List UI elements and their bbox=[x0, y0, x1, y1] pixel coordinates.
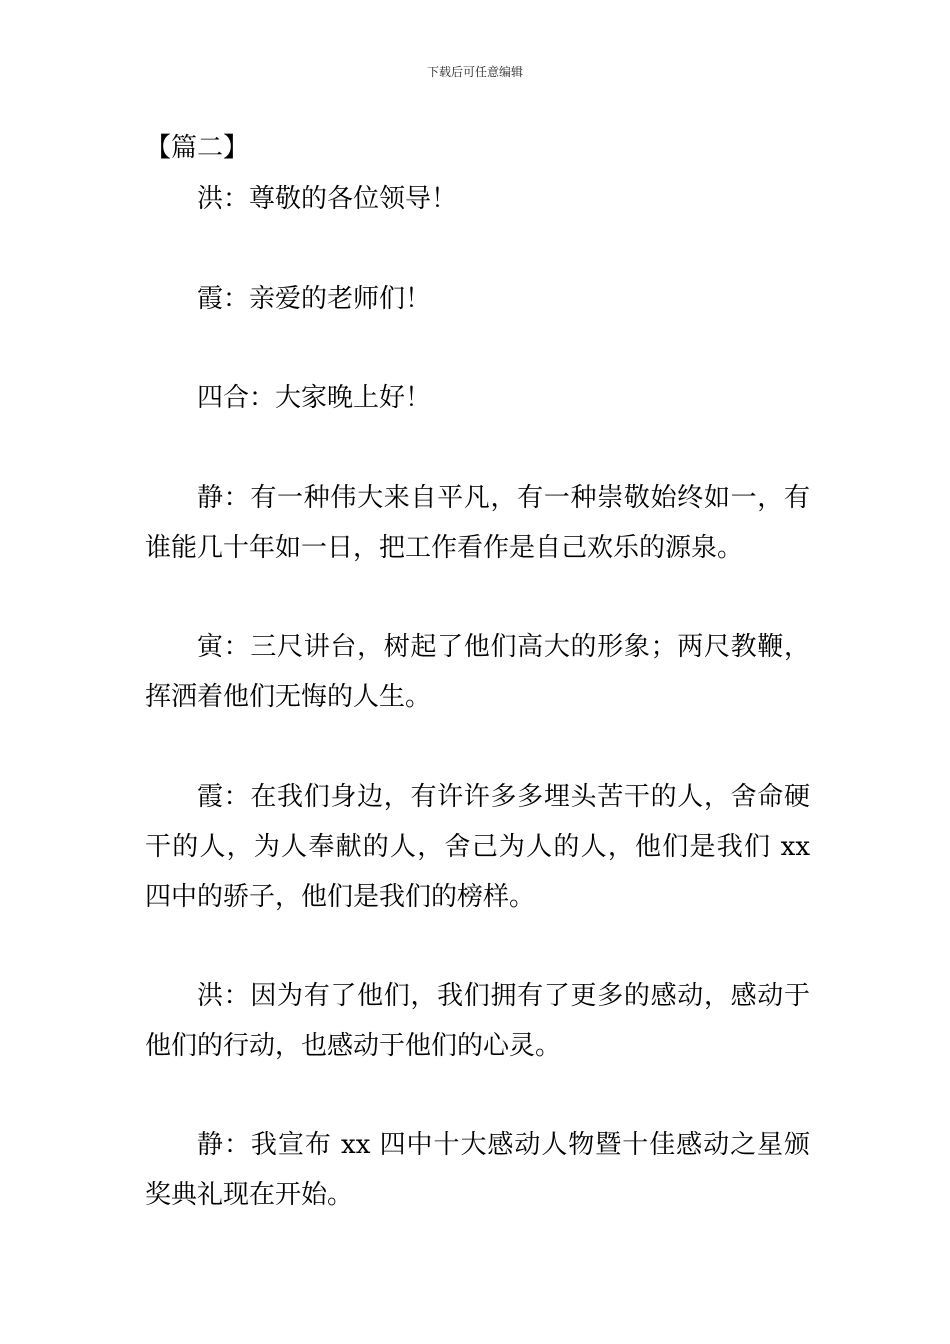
dialogue-paragraph: 霞：亲爱的老师们！ bbox=[197, 284, 432, 314]
header-note: 下载后可任意编辑 bbox=[426, 65, 523, 79]
dialogue-paragraph: 霞：在我们身边，有许许多多埋头苦干的人，舍命硬干的人，为人奉献的人，舍己为人的人，他们是我们 xx 四中的骄子，他们是我们的榜样。 bbox=[145, 782, 810, 912]
dialogue-paragraph: 洪：因为有了他们，我们拥有了更多的感动，感动于他们的行动，也感动于他们的心灵。 bbox=[145, 981, 810, 1061]
dialogue-paragraph: 四合：大家晚上好！ bbox=[197, 383, 432, 413]
section-heading: 【篇二】 bbox=[145, 133, 250, 163]
dialogue-paragraph: 静：我宣布 xx 四中十大感动人物暨十佳感动之星颁奖典礼现在开始。 bbox=[145, 1130, 810, 1210]
dialogue-paragraph: 寅：三尺讲台，树起了他们高大的形象；两尺教鞭，挥洒着他们无悔的人生。 bbox=[145, 632, 810, 712]
dialogue-paragraph: 静：有一种伟大来自平凡，有一种崇敬始终如一，有谁能几十年如一日，把工作看作是自己欢乐的源泉。 bbox=[145, 483, 810, 563]
dialogue-paragraph: 洪：尊敬的各位领导！ bbox=[197, 184, 458, 214]
